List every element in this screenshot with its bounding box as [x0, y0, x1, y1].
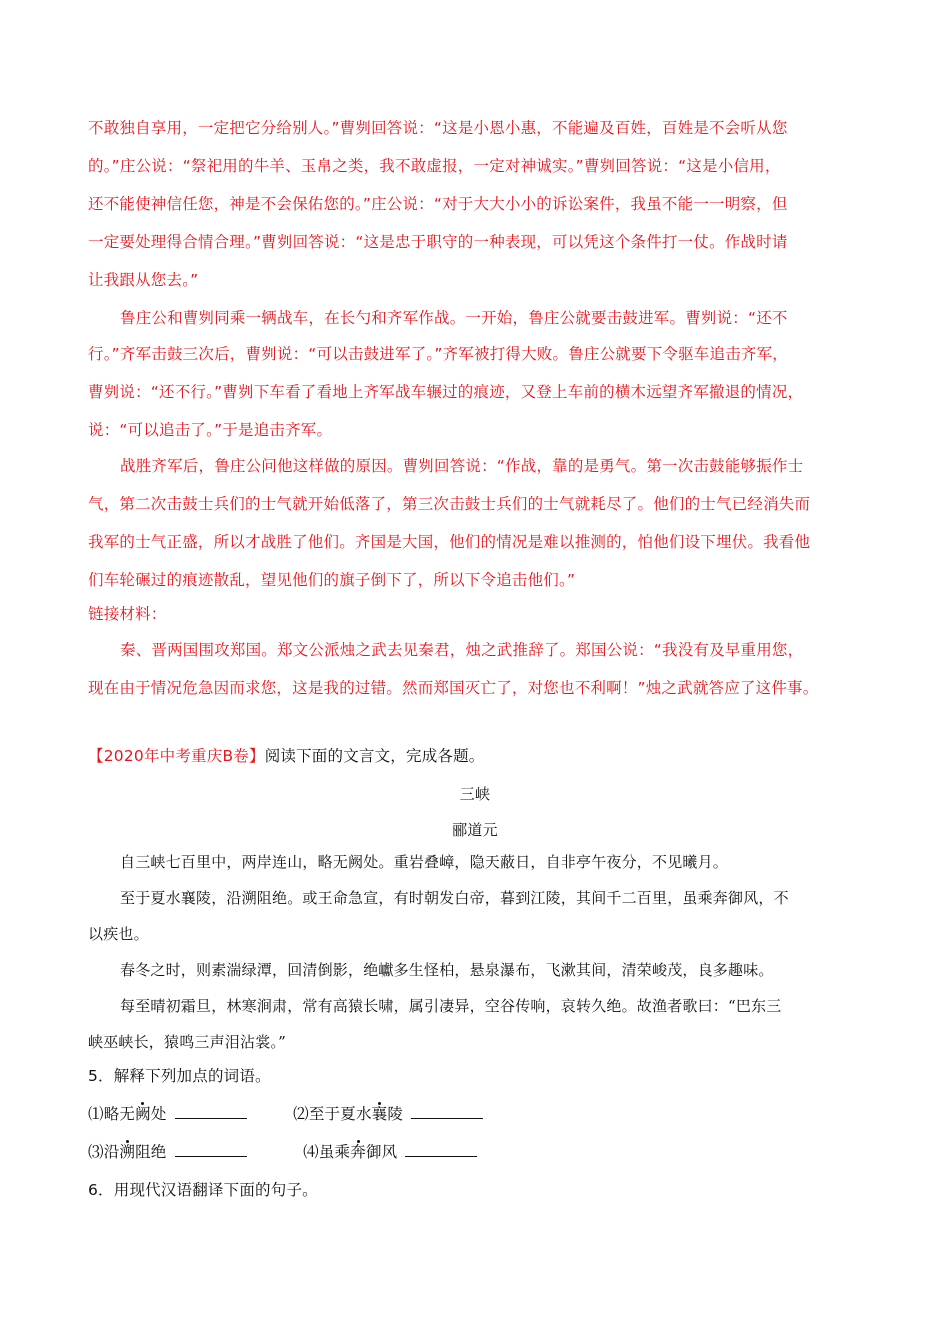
translation-line: 还不能使神信任您，神是不会保佑您的。”庄公说：“对于大大小小的诉讼案件，我虽不能一一明察，但: [88, 195, 788, 213]
translation-line: 行。”齐军击鼓三次后，曹刿说：“可以击鼓进军了。”齐军被打得大败。鲁庄公就要下令驱车追击齐军，: [88, 345, 788, 363]
translation-line: 让我跟从您去。”: [88, 271, 199, 289]
dotted-character: 襄: [371, 1105, 388, 1123]
passage-line: 峡巫峡长，猿鸣三声泪沾裳。”: [88, 1033, 286, 1051]
answer-blank[interactable]: [175, 1104, 247, 1119]
question-5-item: ⑴略无阙处: [88, 1104, 288, 1124]
passage-line: 自三峡七百里中，两岸连山，略无阙处。重岩叠嶂，隐天蔽日，自非亭午夜分，不见曦月。: [120, 853, 729, 871]
translation-line: 战胜齐军后，鲁庄公问他这样做的原因。曹刿回答说：“作战，靠的是勇气。第一次击鼓能够振作士: [120, 457, 804, 475]
exam-source-tag: 【2020年中考重庆B卷】: [88, 747, 265, 765]
translation-line: 们车轮碾过的痕迹散乱，望见他们的旗子倒下了，所以下令追击他们。”: [88, 571, 576, 589]
translation-line: 秦、晋两国围攻郑国。郑文公派烛之武去见秦君，烛之武推辞了。郑国公说：“我没有及早重用您，: [120, 641, 804, 659]
link-material-heading: 链接材料：: [88, 605, 167, 623]
passage-line: 以疾也。: [88, 925, 149, 943]
passage-title: 三峡: [459, 785, 491, 803]
translation-line: 一定要处理得合情合理。”曹刿回答说：“这是忠于职守的一种表现，可以凭这个条件打一仗。作战时请: [88, 233, 788, 251]
question-5-item: ⑷虽乘奔御风: [303, 1142, 477, 1162]
passage-line: 每至晴初霜旦，林寒涧肃，常有高猿长啸，属引凄异，空谷传响，哀转久绝。故渔者歌曰：“巴东三: [120, 997, 782, 1015]
question-6-prompt: 6．用现代汉语翻译下面的句子。: [88, 1181, 318, 1199]
translation-line: 气，第二次击鼓士兵们的士气就开始低落了，第三次击鼓士兵们的士气就耗尽了。他们的士气已经消失而: [88, 495, 811, 513]
exam-header: [88, 746, 868, 766]
question-5-item: ⑵至于夏水襄陵: [293, 1104, 483, 1124]
translation-line: 不敢独自享用，一定把它分给别人。”曹刿回答说：“这是小恩小惠，不能遍及百姓，百姓是不会听从您: [88, 119, 788, 137]
answer-blank[interactable]: [405, 1142, 477, 1157]
dotted-character: 阙: [135, 1105, 151, 1123]
question-5-prompt: 5．解释下列加点的词语。: [88, 1067, 271, 1085]
translation-line: 的。”庄公说：“祭祀用的牛羊、玉帛之类，我不敢虚报，一定对神诚实。”曹刿回答说：“这是小信用，: [88, 157, 781, 175]
question-5-row: [88, 1142, 868, 1162]
passage-line: 春冬之时，则素湍绿潭，回清倒影，绝巘多生怪柏，悬泉瀑布，飞漱其间，清荣峻茂，良多趣味。: [120, 961, 774, 979]
translation-line: 鲁庄公和曹刿同乘一辆战车，在长勺和齐军作战。一开始，鲁庄公就要击鼓进军。曹刿说：“还不: [120, 309, 788, 327]
answer-blank[interactable]: [175, 1142, 247, 1157]
passage-line: 至于夏水襄陵，沿溯阻绝。或王命急宣，有时朝发白帝，暮到江陵，其间千二百里，虽乘奔御风，不: [120, 889, 789, 907]
question-5-row: [88, 1104, 868, 1124]
answer-blank[interactable]: [411, 1104, 483, 1119]
dotted-character: 溯: [119, 1143, 136, 1161]
dotted-character: 奔: [350, 1143, 366, 1161]
exam-instruction: 阅读下面的文言文，完成各题。: [264, 747, 485, 765]
translation-line: 曹刿说：“还不行。”曹刿下车看了看地上齐军战车辗过的痕迹，又登上车前的横木远望齐军撤退的情况，: [88, 383, 804, 401]
passage-author: 郦道元: [452, 821, 498, 839]
question-5-item: ⑶沿溯阻绝: [88, 1142, 298, 1162]
translation-line: 说：“可以追击了。”于是追击齐军。: [88, 421, 333, 439]
translation-line: 我军的士气正盛，所以才战胜了他们。齐国是大国，他们的情况是难以推测的，怕他们设下埋伏。我看他: [88, 533, 811, 551]
translation-line: 现在由于情况危急因而求您，这是我的过错。然而郑国灭亡了，对您也不利啊！”烛之武就答应了这件事。: [88, 679, 819, 697]
